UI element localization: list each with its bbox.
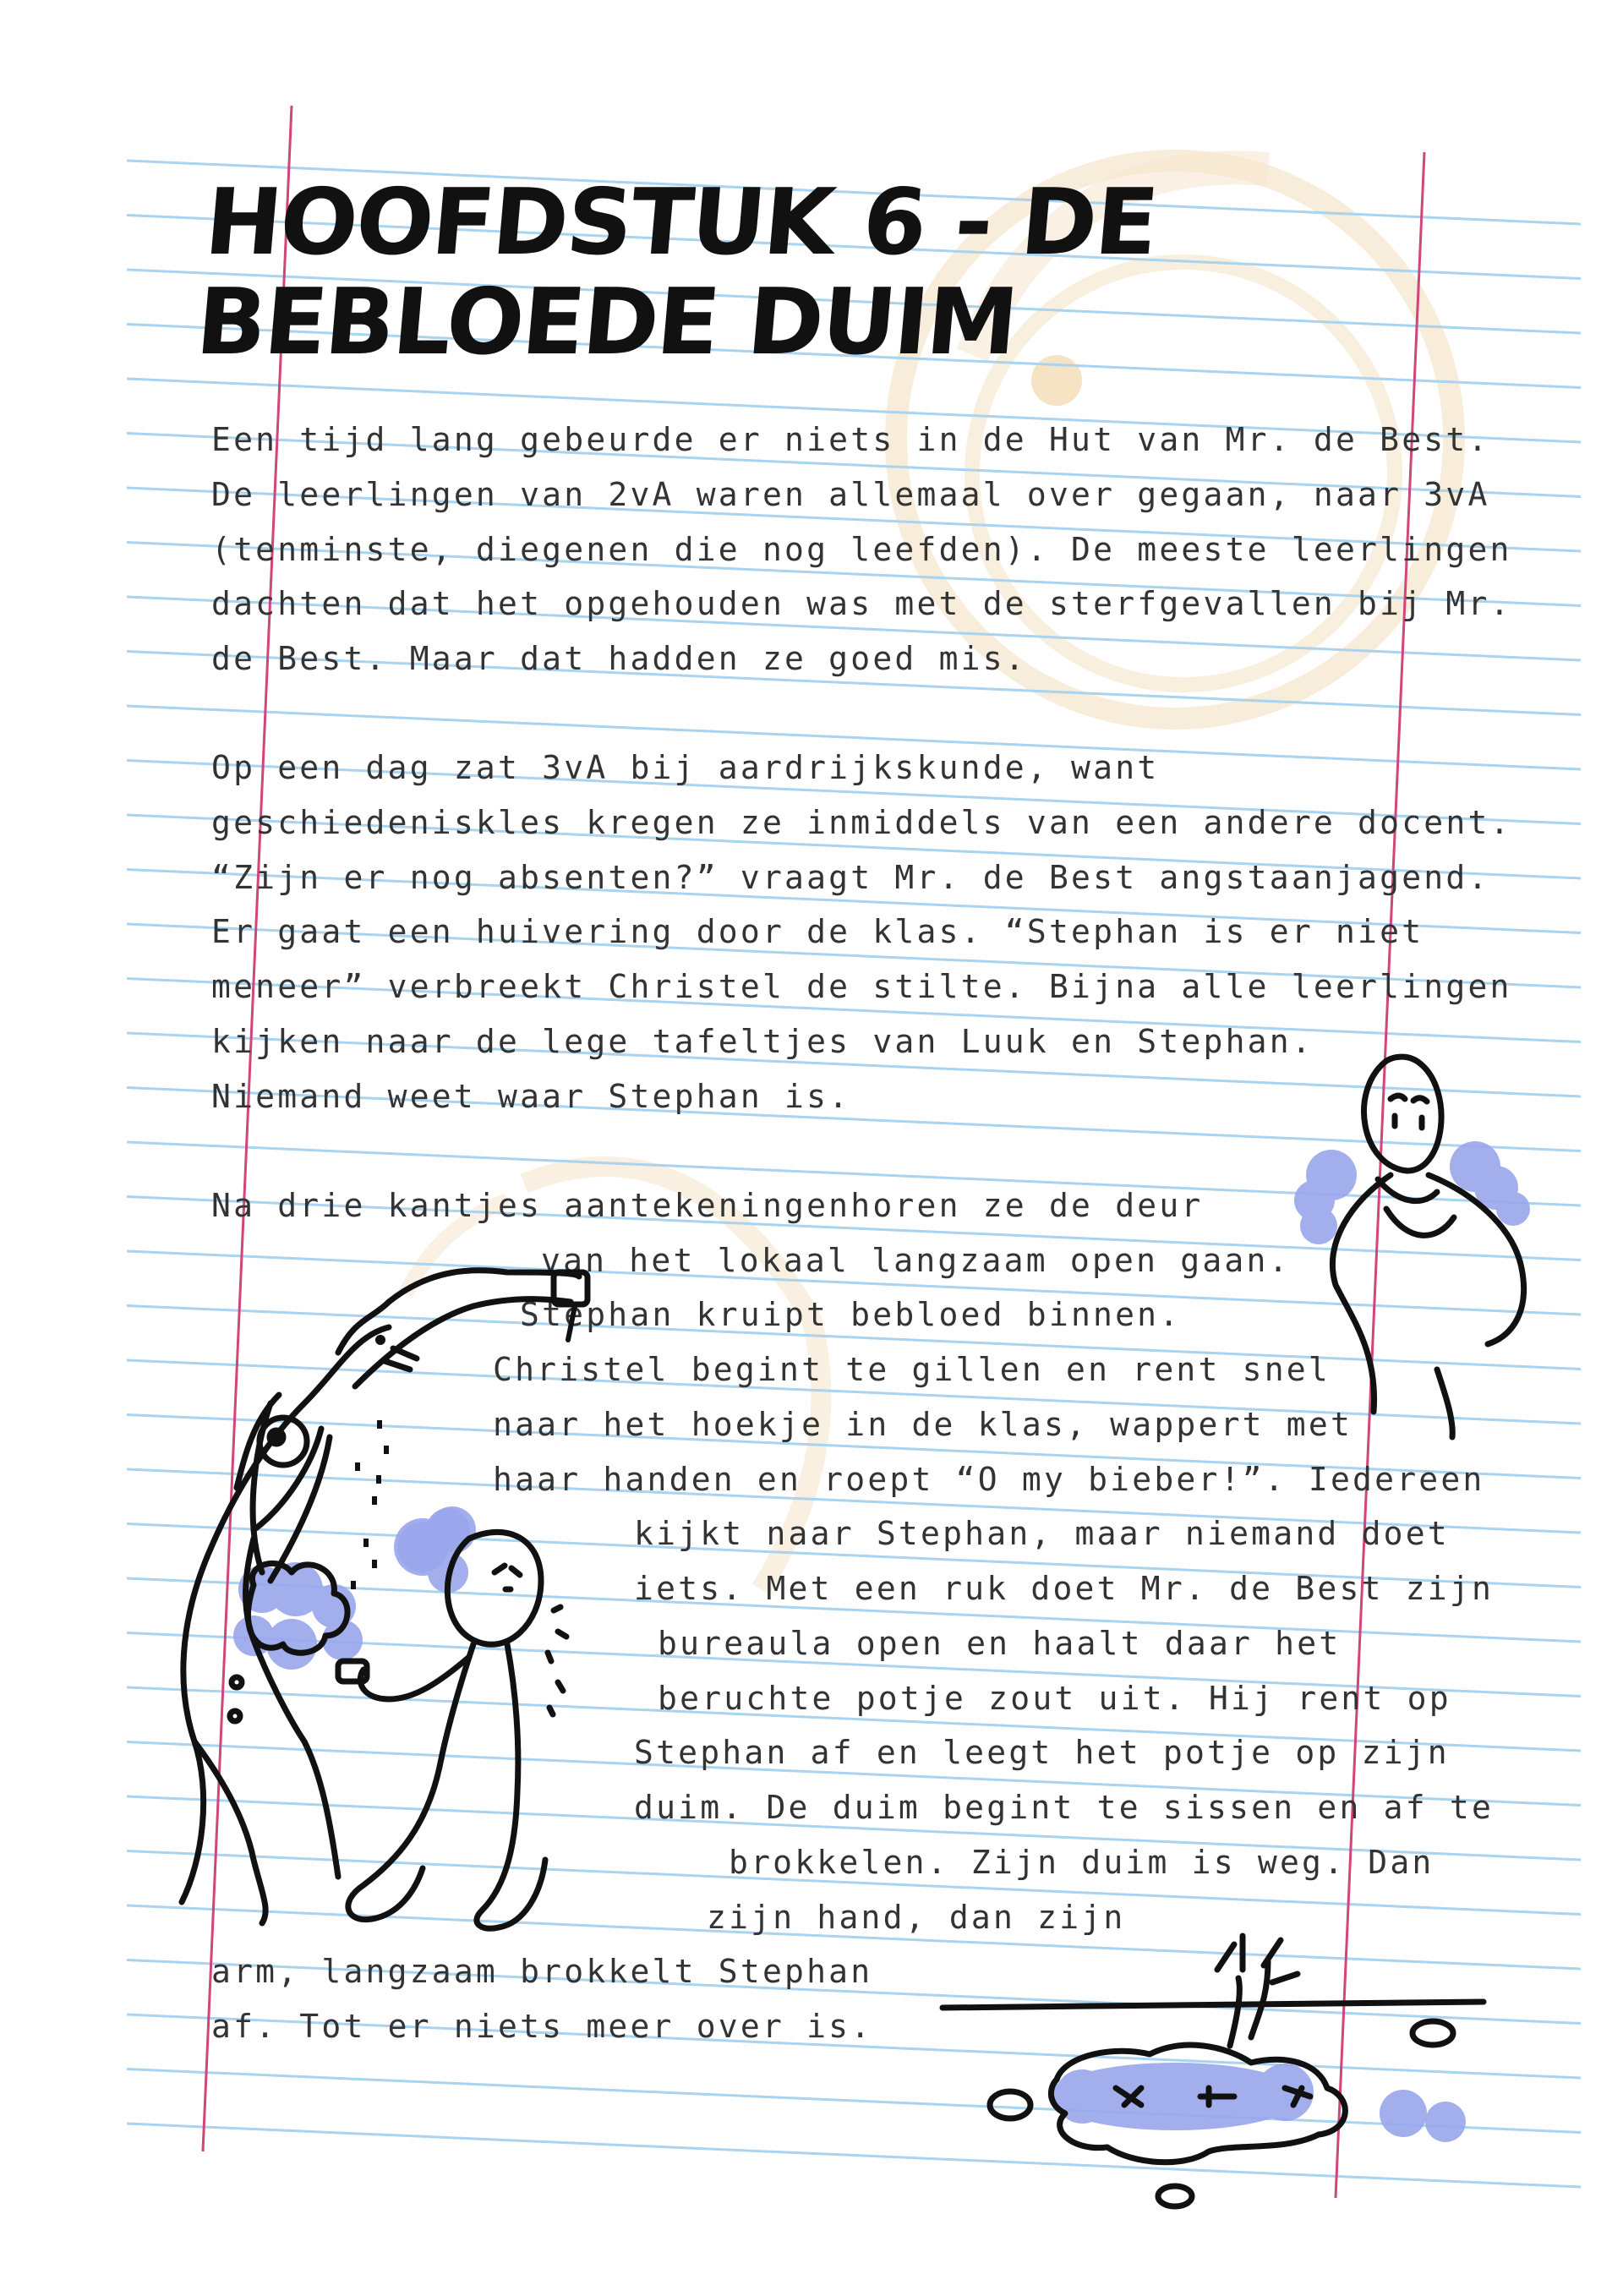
- story-line: kijkt naar Stephan, maar niemand doet: [634, 1515, 1450, 1552]
- story-line: brokkelen. Zijn duim is weg. Dan: [729, 1844, 1434, 1881]
- story-line: dachten dat het opgehouden was met de sterfgevallen bij Mr.: [211, 585, 1512, 622]
- story-line: van het lokaal langzaam open gaan.: [541, 1242, 1291, 1279]
- story-line: (tenminste, diegenen die nog leefden). De meeste leerlingen: [211, 531, 1512, 568]
- story-line: bureaula open en haalt daar het: [658, 1625, 1342, 1662]
- story-line: iets. Met een ruk doet Mr. de Best zijn: [634, 1570, 1495, 1607]
- story-line: “Zijn er nog absenten?” vraagt Mr. de Best angstaanjagend.: [211, 859, 1490, 896]
- story-line: beruchte potje zout uit. Hij rent op: [658, 1680, 1451, 1717]
- story-line: haar handen en roept “O my bieber!”. Iedereen: [493, 1461, 1485, 1498]
- story-line: naar het hoekje in de klas, wappert met: [493, 1406, 1353, 1443]
- story-line: kijken naar de lege tafeltjes van Luuk en Stephan.: [211, 1023, 1314, 1060]
- kneeling-figure-illustration: [338, 1506, 566, 1928]
- story-line: meneer” verbreekt Christel de stilte. Bijna alle leerlingen: [211, 968, 1512, 1005]
- crumbled-remains-illustration: [943, 1936, 1484, 2206]
- story-line: Niemand weet waar Stephan is.: [211, 1078, 851, 1115]
- story-line: Na drie kantjes aantekeningenhoren ze de deur: [211, 1187, 1204, 1224]
- story-line: De leerlingen van 2vA waren allemaal over gegaan, naar 3vA: [211, 476, 1490, 513]
- story-line: geschiedeniskles kregen ze inmiddels van een andere docent.: [211, 804, 1512, 841]
- story-line: af. Tot er niets meer over is.: [211, 2008, 873, 2045]
- story-line: Stephan kruipt bebloed binnen.: [520, 1296, 1182, 1333]
- story-line: arm, langzaam brokkelt Stephan: [211, 1953, 873, 1990]
- story-line: Een tijd lang gebeurde er niets in de Hut van Mr. de Best.: [211, 421, 1490, 458]
- story-line: Christel begint te gillen en rent snel: [493, 1351, 1331, 1388]
- salt-shaker-figure-illustration: [182, 1271, 587, 1923]
- chapter-title: HOOFDSTUK 6 - DE BEBLOEDE DUIM: [192, 170, 1161, 375]
- story-line: Er gaat een huivering door de klas. “Stephan is er niet: [211, 913, 1424, 950]
- story-line: duim. De duim begint te sissen en af te: [634, 1789, 1495, 1826]
- story-line: zijn hand, dan zijn: [707, 1899, 1126, 1936]
- story-line: Stephan af en leegt het potje op zijn: [634, 1734, 1450, 1771]
- story-line: de Best. Maar dat hadden ze goed mis.: [211, 640, 1027, 677]
- story-line: Op een dag zat 3vA bij aardrijkskunde, want: [211, 749, 1160, 786]
- crying-figure-illustration: [1294, 1057, 1530, 1437]
